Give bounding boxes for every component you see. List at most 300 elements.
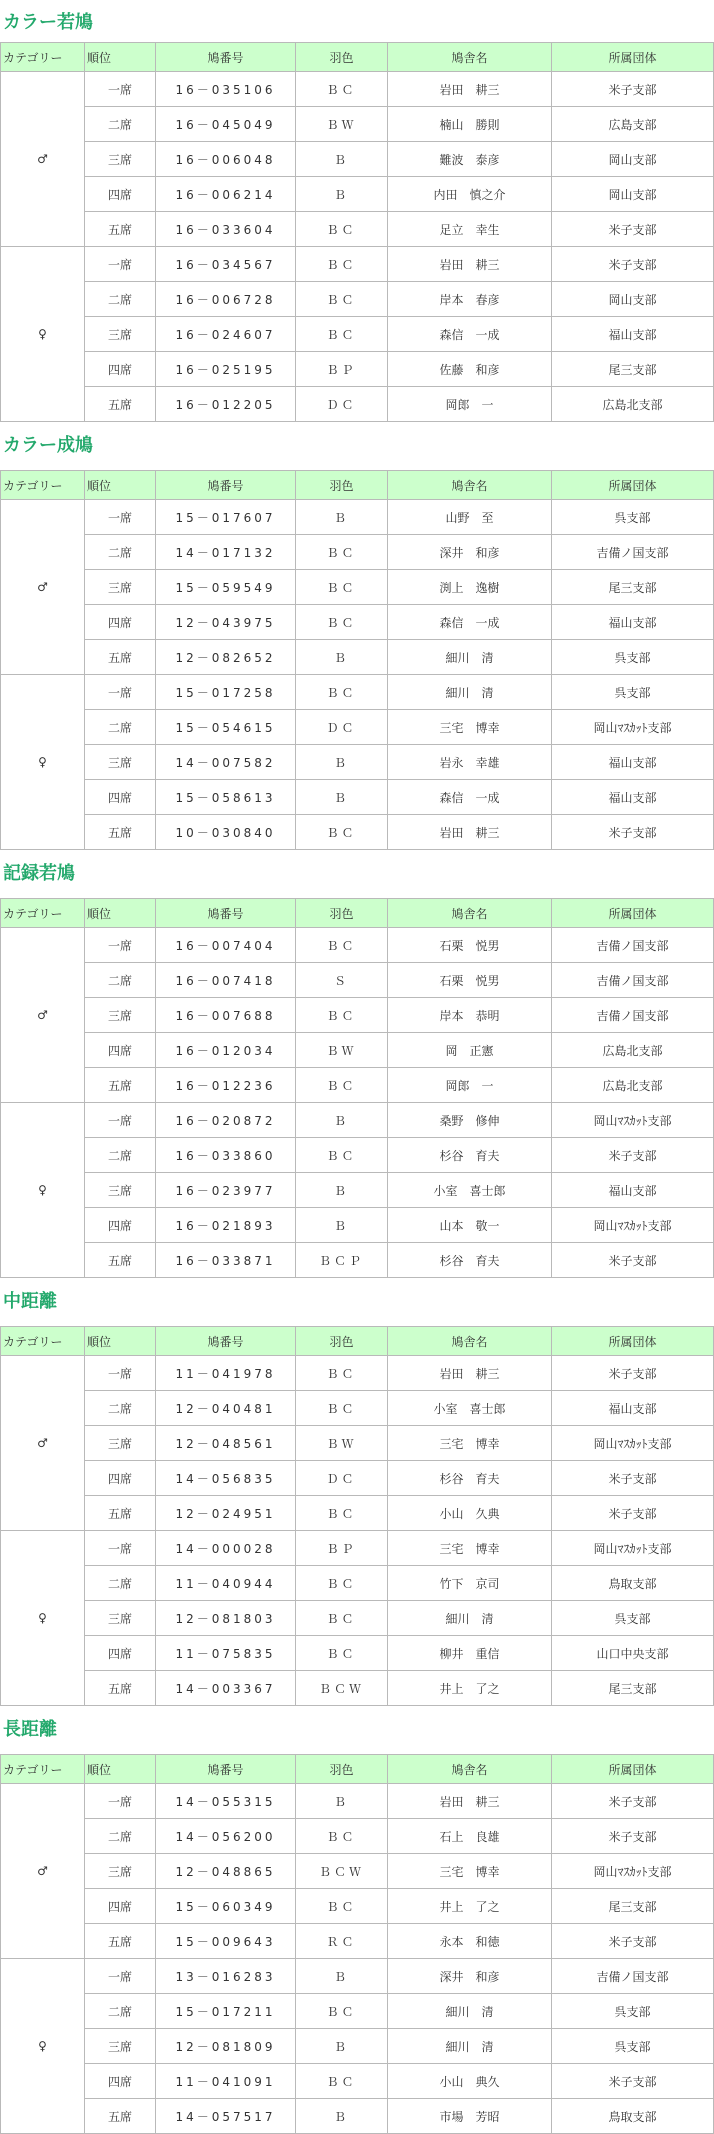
ring-number-cell: 16－033860	[156, 1138, 296, 1173]
table-row	[1, 998, 714, 1033]
loft-name-cell: 石上 良雄	[388, 1819, 552, 1854]
loft-name-cell: 市場 芳昭	[388, 2099, 552, 2134]
rank-cell: 五席	[85, 1496, 156, 1531]
loft-name-cell: 細川 清	[388, 1601, 552, 1636]
column-header-owner: 鳩舎名	[388, 471, 552, 500]
rank-cell: 四席	[85, 1889, 156, 1924]
loft-name-cell: 岩田 耕三	[388, 1784, 552, 1819]
column-header-rank: 順位	[85, 471, 156, 500]
ring-number-cell: 16－034567	[156, 247, 296, 282]
table-row	[1, 815, 714, 850]
branch-cell: 山口中央支部	[552, 1636, 714, 1671]
table-header	[1, 471, 714, 500]
rank-cell: 三席	[85, 1426, 156, 1461]
ring-number-cell: 16－025195	[156, 352, 296, 387]
column-header-category: カテゴリー	[1, 1327, 85, 1356]
ring-number-cell: 11－041091	[156, 2064, 296, 2099]
table-row	[1, 177, 714, 212]
ring-number-cell: 12－043975	[156, 605, 296, 640]
rank-cell: 四席	[85, 177, 156, 212]
branch-cell: 福山支部	[552, 605, 714, 640]
feather-color-cell: ＢＣ	[296, 605, 388, 640]
table-row	[1, 1636, 714, 1671]
table-row	[1, 1959, 714, 1994]
ring-number-cell: 12－082652	[156, 640, 296, 675]
loft-name-cell: 三宅 博幸	[388, 710, 552, 745]
ring-number-cell: 11－075835	[156, 1636, 296, 1671]
rank-cell: 三席	[85, 1601, 156, 1636]
column-header-branch: 所属団体	[552, 1755, 714, 1784]
rank-cell: 二席	[85, 710, 156, 745]
loft-name-cell: 井上 了之	[388, 1889, 552, 1924]
feather-color-cell: Ｂ	[296, 1959, 388, 1994]
ring-number-cell: 11－041978	[156, 1356, 296, 1391]
table-row	[1, 282, 714, 317]
branch-cell: 呉支部	[552, 1994, 714, 2029]
loft-name-cell: 細川 清	[388, 2029, 552, 2064]
ring-number-cell: 10－030840	[156, 815, 296, 850]
loft-name-cell: 岡郎 一	[388, 1068, 552, 1103]
loft-name-cell: 岩田 耕三	[388, 815, 552, 850]
ring-number-cell: 15－058613	[156, 780, 296, 815]
table-row	[1, 500, 714, 535]
column-header-rank: 順位	[85, 899, 156, 928]
rank-cell: 三席	[85, 2029, 156, 2064]
table-row	[1, 745, 714, 780]
rank-cell: 一席	[85, 675, 156, 710]
branch-cell: 米子支部	[552, 1356, 714, 1391]
table-header	[1, 899, 714, 928]
ring-number-cell: 12－024951	[156, 1496, 296, 1531]
feather-color-cell: ＢＣ	[296, 317, 388, 352]
loft-name-cell: 桑野 修伸	[388, 1103, 552, 1138]
column-header-color: 羽色	[296, 1755, 388, 1784]
branch-cell: 福山支部	[552, 317, 714, 352]
results-table	[0, 42, 714, 422]
rank-cell: 二席	[85, 1994, 156, 2029]
column-header-rank: 順位	[85, 1755, 156, 1784]
table-row	[1, 1426, 714, 1461]
loft-name-cell: 細川 清	[388, 1994, 552, 2029]
rank-cell: 五席	[85, 387, 156, 422]
table-row	[1, 352, 714, 387]
rank-cell: 三席	[85, 745, 156, 780]
branch-cell: 福山支部	[552, 745, 714, 780]
rank-cell: 四席	[85, 1033, 156, 1068]
sex-category-cell: ♀	[1, 247, 85, 422]
column-header-color: 羽色	[296, 1327, 388, 1356]
column-header-branch: 所属団体	[552, 471, 714, 500]
feather-color-cell: ＢＣ	[296, 212, 388, 247]
column-header-ring: 鳩番号	[156, 471, 296, 500]
section-title: 長距離	[3, 1719, 57, 1740]
table-row	[1, 1068, 714, 1103]
rank-cell: 五席	[85, 1068, 156, 1103]
table-row	[1, 928, 714, 963]
branch-cell: 岡山ﾏｽｶｯﾄ支部	[552, 1531, 714, 1566]
rank-cell: 一席	[85, 72, 156, 107]
ring-number-cell: 12－081803	[156, 1601, 296, 1636]
feather-color-cell: ＢＣ	[296, 1068, 388, 1103]
ring-number-cell: 16－006048	[156, 142, 296, 177]
feather-color-cell: Ｂ	[296, 745, 388, 780]
branch-cell: 岡山ﾏｽｶｯﾄ支部	[552, 1208, 714, 1243]
sex-category-cell: ♂	[1, 928, 85, 1103]
table-row	[1, 605, 714, 640]
feather-color-cell: ＤＣ	[296, 1461, 388, 1496]
rank-cell: 二席	[85, 107, 156, 142]
column-header-ring: 鳩番号	[156, 1327, 296, 1356]
header-row	[1, 43, 714, 72]
loft-name-cell: 渕上 逸樹	[388, 570, 552, 605]
loft-name-cell: 岩田 耕三	[388, 247, 552, 282]
ring-number-cell: 15－017258	[156, 675, 296, 710]
rank-cell: 四席	[85, 1461, 156, 1496]
rank-cell: 三席	[85, 1173, 156, 1208]
feather-color-cell: Ｂ	[296, 780, 388, 815]
branch-cell: 呉支部	[552, 675, 714, 710]
branch-cell: 呉支部	[552, 500, 714, 535]
table-row	[1, 1566, 714, 1601]
ring-number-cell: 16－012205	[156, 387, 296, 422]
table-row	[1, 1531, 714, 1566]
branch-cell: 吉備ノ国支部	[552, 928, 714, 963]
rank-cell: 二席	[85, 282, 156, 317]
loft-name-cell: 井上 了之	[388, 1671, 552, 1706]
loft-name-cell: 小室 喜士郎	[388, 1173, 552, 1208]
loft-name-cell: 深井 和彦	[388, 1959, 552, 1994]
branch-cell: 岡山ﾏｽｶｯﾄ支部	[552, 1426, 714, 1461]
table-row	[1, 1208, 714, 1243]
rank-cell: 一席	[85, 1356, 156, 1391]
column-header-color: 羽色	[296, 471, 388, 500]
rank-cell: 一席	[85, 247, 156, 282]
branch-cell: 尾三支部	[552, 1889, 714, 1924]
feather-color-cell: ＢＣ	[296, 1636, 388, 1671]
loft-name-cell: 岩永 幸雄	[388, 745, 552, 780]
branch-cell: 岡山ﾏｽｶｯﾄ支部	[552, 710, 714, 745]
branch-cell: 広島北支部	[552, 1068, 714, 1103]
section-title: カラー成鳩	[3, 435, 93, 456]
branch-cell: 岡山ﾏｽｶｯﾄ支部	[552, 1854, 714, 1889]
table-row	[1, 2099, 714, 2134]
table-row	[1, 1784, 714, 1819]
header-row	[1, 1327, 714, 1356]
table-body	[1, 1356, 714, 1706]
ring-number-cell: 14－055315	[156, 1784, 296, 1819]
table-row	[1, 72, 714, 107]
ring-number-cell: 14－056200	[156, 1819, 296, 1854]
feather-color-cell: ＢＣ	[296, 1601, 388, 1636]
branch-cell: 広島北支部	[552, 387, 714, 422]
table-row	[1, 1601, 714, 1636]
rank-cell: 一席	[85, 1531, 156, 1566]
rank-cell: 一席	[85, 928, 156, 963]
feather-color-cell: Ｂ	[296, 1784, 388, 1819]
rank-cell: 二席	[85, 963, 156, 998]
loft-name-cell: 難波 泰彦	[388, 142, 552, 177]
feather-color-cell: ＢＣ	[296, 1889, 388, 1924]
rank-cell: 三席	[85, 317, 156, 352]
results-table	[0, 470, 714, 850]
table-row	[1, 1819, 714, 1854]
ring-number-cell: 15－060349	[156, 1889, 296, 1924]
rank-cell: 五席	[85, 212, 156, 247]
branch-cell: 米子支部	[552, 1138, 714, 1173]
loft-name-cell: 竹下 京司	[388, 1566, 552, 1601]
loft-name-cell: 岸本 恭明	[388, 998, 552, 1033]
ring-number-cell: 15－017211	[156, 1994, 296, 2029]
table-row	[1, 2029, 714, 2064]
rank-cell: 四席	[85, 1208, 156, 1243]
branch-cell: 鳥取支部	[552, 2099, 714, 2134]
rank-cell: 一席	[85, 500, 156, 535]
table-header	[1, 1327, 714, 1356]
results-table	[0, 898, 714, 1278]
loft-name-cell: 森信 一成	[388, 780, 552, 815]
feather-color-cell: ＢＷ	[296, 107, 388, 142]
feather-color-cell: Ｂ	[296, 500, 388, 535]
loft-name-cell: 石栗 悦男	[388, 928, 552, 963]
rank-cell: 五席	[85, 2099, 156, 2134]
loft-name-cell: 岩田 耕三	[388, 1356, 552, 1391]
branch-cell: 米子支部	[552, 247, 714, 282]
loft-name-cell: 山本 敬一	[388, 1208, 552, 1243]
branch-cell: 岡山支部	[552, 282, 714, 317]
table-row	[1, 1173, 714, 1208]
branch-cell: 岡山支部	[552, 142, 714, 177]
branch-cell: 米子支部	[552, 1461, 714, 1496]
column-header-color: 羽色	[296, 43, 388, 72]
branch-cell: 岡山支部	[552, 177, 714, 212]
column-header-ring: 鳩番号	[156, 43, 296, 72]
loft-name-cell: 小室 喜士郎	[388, 1391, 552, 1426]
ring-number-cell: 16－012236	[156, 1068, 296, 1103]
branch-cell: 呉支部	[552, 640, 714, 675]
loft-name-cell: 柳井 重信	[388, 1636, 552, 1671]
feather-color-cell: ＢＰ	[296, 1531, 388, 1566]
feather-color-cell: ＢＣ	[296, 1496, 388, 1531]
rank-cell: 三席	[85, 570, 156, 605]
branch-cell: 尾三支部	[552, 352, 714, 387]
feather-color-cell: Ｂ	[296, 177, 388, 212]
branch-cell: 米子支部	[552, 815, 714, 850]
feather-color-cell: ＢＣ	[296, 998, 388, 1033]
table-body	[1, 500, 714, 850]
feather-color-cell: ＢＷ	[296, 1426, 388, 1461]
feather-color-cell: ＢＣ	[296, 1356, 388, 1391]
sex-category-cell: ♂	[1, 1784, 85, 1959]
section-title: 記録若鳩	[3, 863, 75, 884]
rank-cell: 一席	[85, 1959, 156, 1994]
loft-name-cell: 楠山 勝則	[388, 107, 552, 142]
table-row	[1, 535, 714, 570]
ring-number-cell: 16－006214	[156, 177, 296, 212]
branch-cell: 米子支部	[552, 1924, 714, 1959]
feather-color-cell: ＢＣＰ	[296, 1243, 388, 1278]
column-header-branch: 所属団体	[552, 899, 714, 928]
table-row	[1, 780, 714, 815]
header-row	[1, 899, 714, 928]
column-header-owner: 鳩舎名	[388, 1755, 552, 1784]
loft-name-cell: 永本 和徳	[388, 1924, 552, 1959]
ring-number-cell: 14－003367	[156, 1671, 296, 1706]
loft-name-cell: 内田 慎之介	[388, 177, 552, 212]
table-row	[1, 2064, 714, 2099]
rank-cell: 三席	[85, 998, 156, 1033]
feather-color-cell: ＢＣ	[296, 1391, 388, 1426]
table-body	[1, 1784, 714, 2134]
branch-cell: 尾三支部	[552, 1671, 714, 1706]
loft-name-cell: 三宅 博幸	[388, 1426, 552, 1461]
ring-number-cell: 12－048561	[156, 1426, 296, 1461]
branch-cell: 吉備ノ国支部	[552, 1959, 714, 1994]
loft-name-cell: 杉谷 育夫	[388, 1461, 552, 1496]
table-header	[1, 43, 714, 72]
feather-color-cell: Ｓ	[296, 963, 388, 998]
ring-number-cell: 15－009643	[156, 1924, 296, 1959]
loft-name-cell: 佐藤 和彦	[388, 352, 552, 387]
ring-number-cell: 16－007688	[156, 998, 296, 1033]
feather-color-cell: Ｂ	[296, 1208, 388, 1243]
feather-color-cell: ＲＣ	[296, 1924, 388, 1959]
ring-number-cell: 16－033604	[156, 212, 296, 247]
rank-cell: 四席	[85, 605, 156, 640]
rank-cell: 四席	[85, 352, 156, 387]
ring-number-cell: 15－054615	[156, 710, 296, 745]
branch-cell: 尾三支部	[552, 570, 714, 605]
feather-color-cell: ＢＣ	[296, 570, 388, 605]
column-header-category: カテゴリー	[1, 899, 85, 928]
feather-color-cell: ＢＣ	[296, 1138, 388, 1173]
rank-cell: 二席	[85, 1138, 156, 1173]
rank-cell: 一席	[85, 1103, 156, 1138]
branch-cell: 米子支部	[552, 1496, 714, 1531]
loft-name-cell: 杉谷 育夫	[388, 1138, 552, 1173]
ring-number-cell: 14－017132	[156, 535, 296, 570]
header-row	[1, 1755, 714, 1784]
column-header-color: 羽色	[296, 899, 388, 928]
table-row	[1, 1138, 714, 1173]
table-row	[1, 1391, 714, 1426]
table-row	[1, 1496, 714, 1531]
ring-number-cell: 11－040944	[156, 1566, 296, 1601]
loft-name-cell: 岩田 耕三	[388, 72, 552, 107]
ring-number-cell: 16－023977	[156, 1173, 296, 1208]
feather-color-cell: ＢＣ	[296, 282, 388, 317]
feather-color-cell: Ｂ	[296, 142, 388, 177]
rank-cell: 五席	[85, 1924, 156, 1959]
feather-color-cell: ＢＣ	[296, 2064, 388, 2099]
rank-cell: 二席	[85, 1566, 156, 1601]
column-header-rank: 順位	[85, 43, 156, 72]
table-row	[1, 1243, 714, 1278]
table-row	[1, 1033, 714, 1068]
loft-name-cell: 岡 正憲	[388, 1033, 552, 1068]
table-row	[1, 1103, 714, 1138]
table-row	[1, 1854, 714, 1889]
column-header-rank: 順位	[85, 1327, 156, 1356]
rank-cell: 二席	[85, 1819, 156, 1854]
header-row	[1, 471, 714, 500]
ring-number-cell: 16－007418	[156, 963, 296, 998]
ring-number-cell: 14－056835	[156, 1461, 296, 1496]
feather-color-cell: Ｂ	[296, 640, 388, 675]
loft-name-cell: 三宅 博幸	[388, 1531, 552, 1566]
feather-color-cell: ＤＣ	[296, 387, 388, 422]
loft-name-cell: 細川 清	[388, 675, 552, 710]
table-row	[1, 1461, 714, 1496]
branch-cell: 広島北支部	[552, 1033, 714, 1068]
table-row	[1, 1671, 714, 1706]
loft-name-cell: 小山 典久	[388, 2064, 552, 2099]
rank-cell: 三席	[85, 142, 156, 177]
column-header-category: カテゴリー	[1, 43, 85, 72]
feather-color-cell: ＢＰ	[296, 352, 388, 387]
branch-cell: 福山支部	[552, 780, 714, 815]
column-header-branch: 所属団体	[552, 43, 714, 72]
branch-cell: 吉備ノ国支部	[552, 963, 714, 998]
table-row	[1, 247, 714, 282]
table-row	[1, 212, 714, 247]
branch-cell: 米子支部	[552, 72, 714, 107]
table-row	[1, 710, 714, 745]
ring-number-cell: 16－024607	[156, 317, 296, 352]
sex-category-cell: ♀	[1, 675, 85, 850]
column-header-ring: 鳩番号	[156, 899, 296, 928]
table-header	[1, 1755, 714, 1784]
ring-number-cell: 14－000028	[156, 1531, 296, 1566]
feather-color-cell: ＢＣＷ	[296, 1671, 388, 1706]
feather-color-cell: ＢＷ	[296, 1033, 388, 1068]
table-row	[1, 317, 714, 352]
table-row	[1, 1994, 714, 2029]
branch-cell: 米子支部	[552, 212, 714, 247]
branch-cell: 広島支部	[552, 107, 714, 142]
ring-number-cell: 14－057517	[156, 2099, 296, 2134]
loft-name-cell: 石栗 悦男	[388, 963, 552, 998]
loft-name-cell: 岡郎 一	[388, 387, 552, 422]
ring-number-cell: 16－006728	[156, 282, 296, 317]
feather-color-cell: Ｂ	[296, 2029, 388, 2064]
feather-color-cell: ＢＣＷ	[296, 1854, 388, 1889]
ring-number-cell: 16－021893	[156, 1208, 296, 1243]
table-row	[1, 570, 714, 605]
loft-name-cell: 山野 至	[388, 500, 552, 535]
column-header-category: カテゴリー	[1, 471, 85, 500]
column-header-category: カテゴリー	[1, 1755, 85, 1784]
ring-number-cell: 12－081809	[156, 2029, 296, 2064]
results-table	[0, 1326, 714, 1706]
feather-color-cell: ＢＣ	[296, 928, 388, 963]
rank-cell: 一席	[85, 1784, 156, 1819]
ring-number-cell: 16－033871	[156, 1243, 296, 1278]
column-header-owner: 鳩舎名	[388, 1327, 552, 1356]
table-row	[1, 1889, 714, 1924]
feather-color-cell: Ｂ	[296, 2099, 388, 2134]
table-row	[1, 142, 714, 177]
loft-name-cell: 三宅 博幸	[388, 1854, 552, 1889]
table-body	[1, 928, 714, 1278]
table-row	[1, 1924, 714, 1959]
feather-color-cell: ＢＣ	[296, 72, 388, 107]
sex-category-cell: ♀	[1, 1959, 85, 2134]
ring-number-cell: 14－007582	[156, 745, 296, 780]
rank-cell: 四席	[85, 780, 156, 815]
branch-cell: 呉支部	[552, 2029, 714, 2064]
feather-color-cell: Ｂ	[296, 1173, 388, 1208]
loft-name-cell: 森信 一成	[388, 605, 552, 640]
